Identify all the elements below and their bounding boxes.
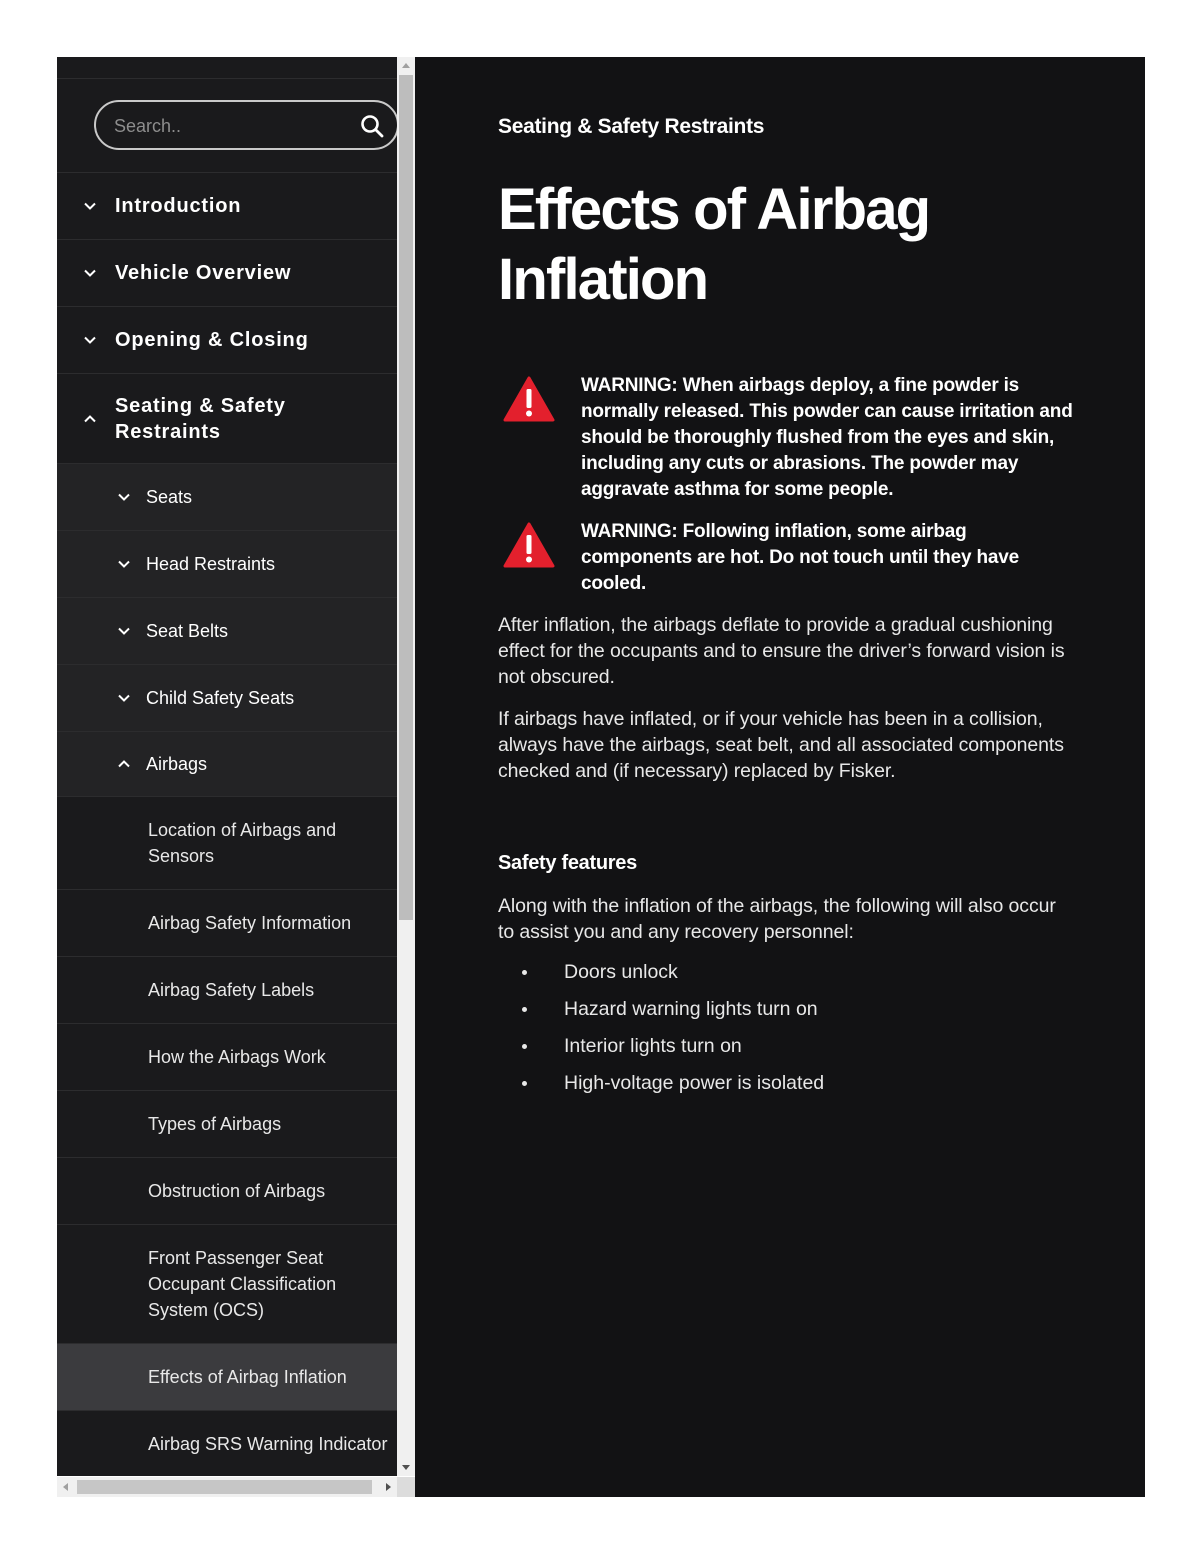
nav-item-label: Effects of Airbag Inflation xyxy=(148,1367,347,1387)
nav-item-label: Airbag Safety Information xyxy=(148,913,352,933)
nav-subitem-seat-belts[interactable] xyxy=(57,598,397,665)
warning-text: WARNING: Following inflation, some airbag components are hot. Do not touch until they have cooled. xyxy=(581,521,1019,594)
chevron-up-icon xyxy=(117,757,131,771)
warning-block xyxy=(498,373,1098,503)
page-title: Effects of Airbag Inflation xyxy=(498,177,930,312)
list-item-text: Hazard warning lights turn on xyxy=(564,998,818,1020)
search-input[interactable] xyxy=(114,114,344,138)
chevron-down-icon xyxy=(83,266,97,280)
sidebar-nav xyxy=(57,57,397,1476)
nav-link-how-airbags-work[interactable] xyxy=(57,1024,397,1091)
chevron-down-icon xyxy=(117,691,131,705)
list-item-text: High-voltage power is isolated xyxy=(564,1072,825,1094)
breadcrumb[interactable]: Seating & Safety Restraints xyxy=(498,115,765,138)
body-paragraph: After inflation, the airbags deflate to provide a gradual cushioning effect for the occupants and to ensure the driver’s forward vision is not obscured. xyxy=(498,614,1065,688)
warning-block xyxy=(498,519,1098,597)
nav-link-location-of-airbags[interactable] xyxy=(57,797,397,890)
scroll-down-arrow-icon[interactable] xyxy=(397,1458,415,1476)
nav-subitem-head-restraints[interactable] xyxy=(57,531,397,598)
scroll-left-arrow-icon[interactable] xyxy=(57,1477,75,1497)
nav-link-airbag-srs-warning-indicator[interactable] xyxy=(57,1411,397,1476)
nav-item-introduction[interactable] xyxy=(57,173,397,240)
scrollbar-corner xyxy=(397,1477,415,1497)
nav-item-label: Opening & Closing xyxy=(115,328,309,351)
nav-item-label: Head Restraints xyxy=(146,553,276,574)
search-area xyxy=(57,79,397,173)
nav-link-ocs[interactable] xyxy=(57,1225,397,1344)
bullet-dot-icon xyxy=(522,1044,527,1049)
search-icon[interactable] xyxy=(360,114,384,138)
list-item-text: Interior lights turn on xyxy=(564,1035,742,1057)
chevron-down-icon xyxy=(117,490,131,504)
nav-item-label: Seat Belts xyxy=(146,620,229,641)
chevron-down-icon xyxy=(117,557,131,571)
main-content xyxy=(415,57,1145,1497)
section-heading: Safety features xyxy=(498,852,637,874)
scrollbar-thumb[interactable] xyxy=(77,1480,372,1494)
list-item xyxy=(498,1033,1098,1070)
bullet-dot-icon xyxy=(522,1007,527,1012)
nav-subitem-child-safety-seats[interactable] xyxy=(57,665,397,732)
nav-link-airbag-safety-labels[interactable] xyxy=(57,957,397,1024)
nav-item-label: Airbags xyxy=(146,753,208,774)
chevron-down-icon xyxy=(117,624,131,638)
body-paragraph: If airbags have inflated, or if your vehicle has been in a collision, always have the airbags, seat belt, and all associated components checked and (if necessary) replaced by Fisker. xyxy=(498,708,1064,782)
chevron-down-icon xyxy=(83,199,97,213)
list-item xyxy=(498,996,1098,1033)
nav-item-label: Child Safety Seats xyxy=(146,687,295,708)
sidebar-horizontal-scrollbar[interactable] xyxy=(57,1477,397,1497)
bullet-dot-icon xyxy=(522,970,527,975)
nav-link-types-of-airbags[interactable] xyxy=(57,1091,397,1158)
list-item-text: Doors unlock xyxy=(564,961,678,983)
bullet-dot-icon xyxy=(522,1081,527,1086)
nav-link-airbag-safety-information[interactable] xyxy=(57,890,397,957)
nav-item-opening-closing[interactable] xyxy=(57,307,397,374)
nav-item-label: Front Passenger Seat Occupant Classification System (OCS) xyxy=(148,1248,337,1320)
nav-item-label: Airbag Safety Labels xyxy=(148,980,315,1000)
scrollbar-thumb[interactable] xyxy=(399,75,413,920)
list-item xyxy=(498,1070,1098,1107)
nav-item-seating-safety[interactable] xyxy=(57,374,397,464)
warning-icon xyxy=(503,375,555,423)
chevron-up-icon xyxy=(83,412,97,426)
nav-item-label: How the Airbags Work xyxy=(148,1047,326,1067)
warning-icon xyxy=(503,521,555,569)
nav-item-label: Seats xyxy=(146,486,193,507)
section-intro: Along with the inflation of the airbags, the following will also occur to assist you and any recovery personnel: xyxy=(498,895,1056,943)
chevron-down-icon xyxy=(83,333,97,347)
nav-item-label: Types of Airbags xyxy=(148,1114,282,1134)
nav-item-label: Location of Airbags and Sensors xyxy=(148,820,337,866)
sidebar-vertical-scrollbar[interactable] xyxy=(397,57,415,1476)
nav-link-obstruction-of-airbags[interactable] xyxy=(57,1158,397,1225)
nav-item-label: Vehicle Overview xyxy=(115,261,292,284)
safety-features-list xyxy=(498,959,1098,1107)
nav-subitem-airbags[interactable] xyxy=(57,732,397,797)
nav-item-label: Airbag SRS Warning Indicator xyxy=(148,1434,388,1454)
list-item xyxy=(498,959,1098,996)
scroll-right-arrow-icon[interactable] xyxy=(379,1477,397,1497)
sidebar-top-spacer xyxy=(57,57,397,79)
nav-link-effects-of-airbag-inflation[interactable] xyxy=(57,1344,397,1411)
nav-item-label: Seating & Safety Restraints xyxy=(115,394,286,443)
nav-item-label: Obstruction of Airbags xyxy=(148,1181,326,1201)
nav-item-vehicle-overview[interactable] xyxy=(57,240,397,307)
warning-text: WARNING: When airbags deploy, a fine powder is normally released. This powder can cause irritation and should be thoroughly flushed from the eyes and skin, including any cuts or abrasions. The powder may aggravate asthma for some people. xyxy=(581,375,1073,500)
scroll-up-arrow-icon[interactable] xyxy=(397,57,415,75)
nav-subitem-seats[interactable] xyxy=(57,464,397,531)
search-box[interactable] xyxy=(94,100,397,150)
nav-item-label: Introduction xyxy=(115,194,242,217)
